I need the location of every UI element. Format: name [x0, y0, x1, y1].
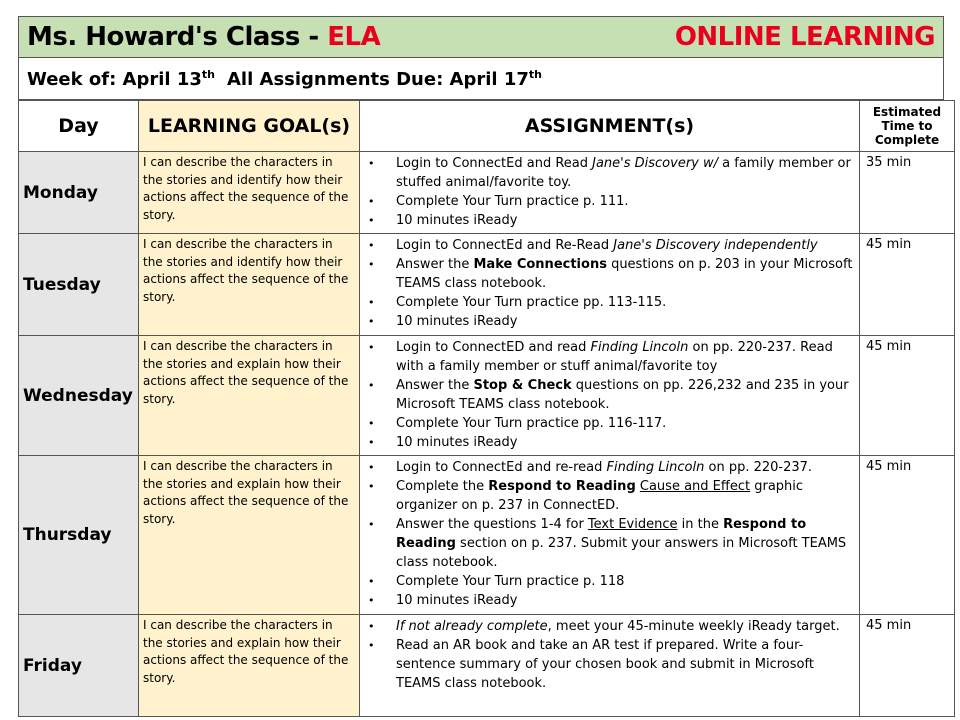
table-row — [19, 152, 955, 234]
list-item: • Read an AR book and take an AR test if prepared. Write a four-sentence summary of your chosen book and submit in Microsoft TEAMS class notebook. — [364, 636, 853, 693]
goal-cell: I can describe the characters in the stories and explain how their actions affect the sequence of the story. — [139, 336, 360, 456]
day-cell: Wednesday — [19, 336, 139, 456]
list-item: • Answer the questions 1-4 for Text Evidence in the Respond to Reading section on p. 237. Submit your answers in Microsoft TEAMS class notebook. — [364, 515, 853, 572]
table-header-row — [19, 101, 955, 152]
table-row — [19, 234, 955, 336]
assignment-cell — [360, 456, 860, 615]
list-item: • 10 minutes iReady — [364, 591, 853, 610]
time-cell: 45 min — [860, 234, 955, 336]
list-item: • Complete Your Turn practice p. 111. — [364, 192, 853, 211]
title-bar — [18, 16, 944, 58]
day-cell: Monday — [19, 152, 139, 234]
table-row — [19, 615, 955, 717]
subject-label: ELA — [327, 22, 381, 52]
table-row — [19, 456, 955, 615]
week-of: Week of: April 13th — [27, 67, 215, 90]
list-item: • 10 minutes iReady — [364, 433, 853, 452]
time-cell: 45 min — [860, 615, 955, 717]
online-learning-label: ONLINE LEARNING — [674, 22, 935, 52]
table-row — [19, 336, 955, 456]
list-item: • If not already complete, meet your 45-minute weekly iReady target. — [364, 617, 853, 636]
list-item: • Login to ConnectEd and Read Jane's Discovery w/ a family member or stuffed animal/favorite toy. — [364, 154, 853, 192]
class-name: Ms. Howard's Class - — [27, 22, 328, 52]
assignment-cell — [360, 336, 860, 456]
list-item: • Answer the Stop & Check questions on pp. 226,232 and 235 in your Microsoft TEAMS class notebook. — [364, 376, 853, 414]
goal-cell: I can describe the characters in the stories and identify how their actions affect the sequence of the story. — [139, 152, 360, 234]
time-cell: 35 min — [860, 152, 955, 234]
list-item: • Answer the Make Connections questions on p. 203 in your Microsoft TEAMS class notebook. — [364, 255, 853, 293]
time-cell: 45 min — [860, 456, 955, 615]
col-assignment: ASSIGNMENT(s) — [360, 101, 860, 152]
list-item: • Login to ConnectEd and Re-Read Jane's Discovery independently — [364, 236, 853, 255]
assignment-cell — [360, 615, 860, 717]
time-cell: 45 min — [860, 336, 955, 456]
list-item: • Complete Your Turn practice pp. 116-117. — [364, 414, 853, 433]
list-item: • 10 minutes iReady — [364, 211, 853, 230]
class-title — [27, 22, 380, 52]
list-item: • Complete Your Turn practice p. 118 — [364, 572, 853, 591]
list-item: • Login to ConnectEd and re-read Finding Lincoln on pp. 220-237. — [364, 458, 853, 477]
due-date: All Assignments Due: April 17th — [226, 67, 542, 90]
schedule-table — [18, 100, 955, 717]
list-item: • Complete the Respond to Reading Cause and Effect graphic organizer on p. 237 in ConnectED. — [364, 477, 853, 515]
col-learning-goal: LEARNING GOAL(s) — [139, 101, 360, 152]
lesson-plan — [18, 16, 944, 717]
goal-cell: I can describe the characters in the stories and explain how their actions affect the sequence of the story. — [139, 456, 360, 615]
list-item: • Complete Your Turn practice pp. 113-115. — [364, 293, 853, 312]
week-info — [18, 58, 944, 100]
day-cell: Friday — [19, 615, 139, 717]
list-item: • 10 minutes iReady — [364, 312, 853, 331]
goal-cell: I can describe the characters in the stories and explain how their actions affect the sequence of the story. — [139, 615, 360, 717]
day-cell: Tuesday — [19, 234, 139, 336]
goal-cell: I can describe the characters in the stories and identify how their actions affect the sequence of the story. — [139, 234, 360, 336]
day-cell: Thursday — [19, 456, 139, 615]
col-estimated-time: Estimated Time to Complete — [860, 101, 955, 152]
assignment-cell — [360, 234, 860, 336]
list-item: • Login to ConnectED and read Finding Lincoln on pp. 220-237. Read with a family member or stuff animal/favorite toy — [364, 338, 853, 376]
col-day: Day — [19, 101, 139, 152]
assignment-cell — [360, 152, 860, 234]
